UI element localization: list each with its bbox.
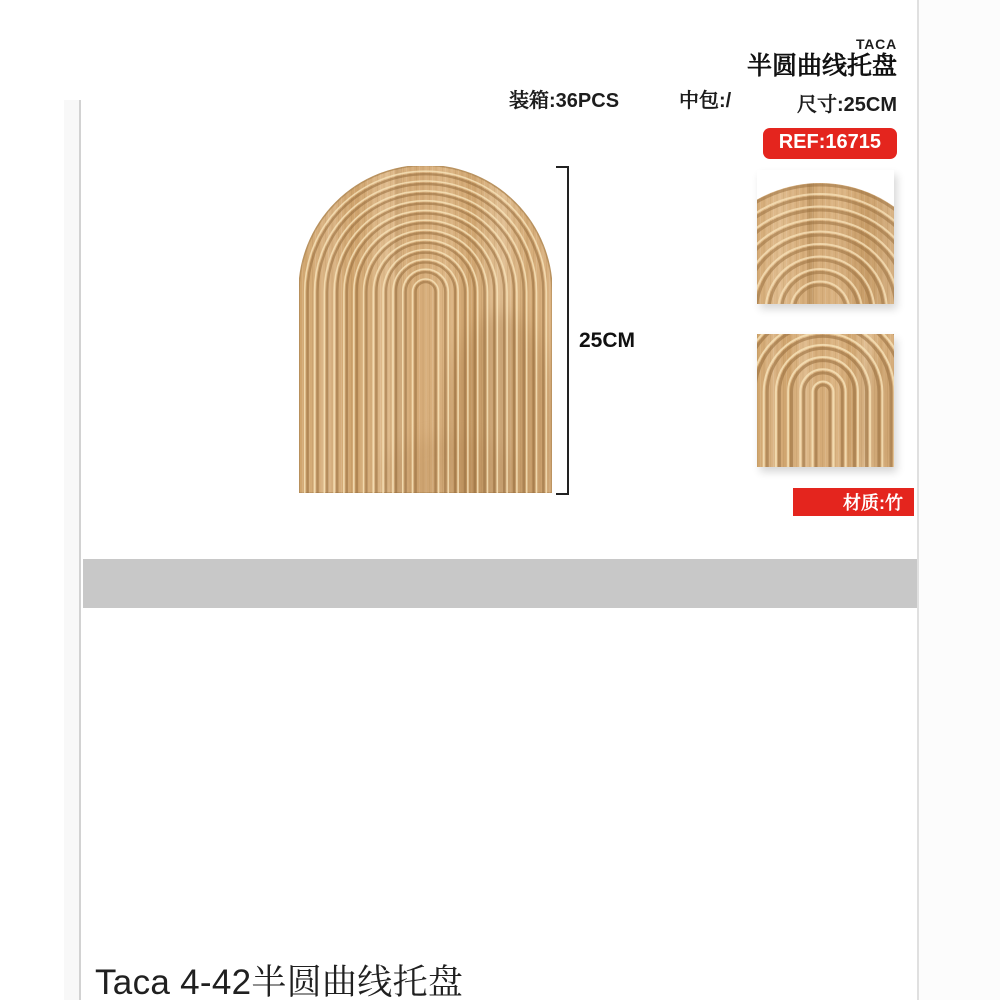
dimension-cap-top — [556, 166, 569, 168]
product-info-block — [747, 36, 897, 159]
thumbnail-top-closeup — [757, 170, 894, 304]
page-edge-left-strip — [64, 100, 81, 1000]
page-right-margin — [919, 0, 1000, 1000]
size-label: 尺寸:25CM — [796, 93, 897, 116]
dimension-label: 25CM — [579, 329, 636, 352]
inner-pack-label: 中包:/ — [679, 90, 732, 112]
product-title: 半圆曲线托盘 — [746, 52, 897, 80]
section-divider-bar — [83, 559, 917, 608]
ref-badge: REF:16715 — [763, 128, 897, 159]
footer-product-title: Taca 4-42半圆曲线托盘 — [95, 963, 464, 1000]
brand-label: TACA — [855, 36, 897, 52]
dimension-line — [567, 167, 569, 494]
thumbnail-center-closeup — [757, 334, 894, 467]
packing-label: 装箱:36PCS — [509, 90, 620, 112]
product-photo-main — [299, 166, 552, 493]
material-badge: 材质:竹 — [793, 488, 914, 516]
dimension-cap-bottom — [556, 493, 569, 495]
